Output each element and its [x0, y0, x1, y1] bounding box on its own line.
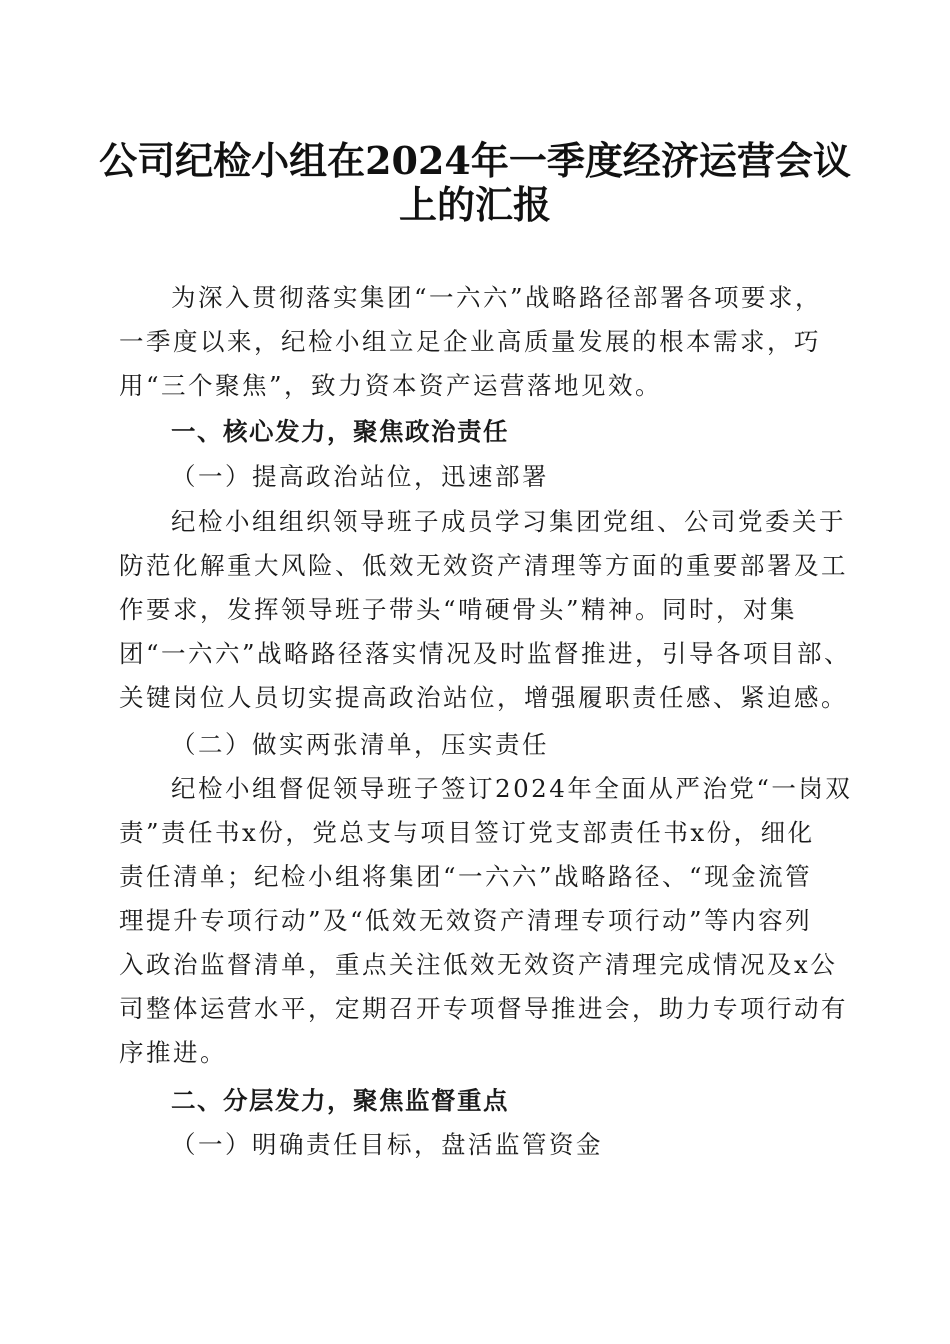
- subsection-heading: （一）提高政治站位，迅速部署: [171, 462, 549, 491]
- document-title-line-2: 上的汇报: [398, 182, 551, 227]
- paragraph-line: 司整体运营水平，定期召开专项督导推进会，助力专项行动有: [119, 994, 848, 1023]
- paragraph-line: 防范化解重大风险、低效无效资产清理等方面的重要部署及工: [119, 551, 848, 580]
- paragraph-line: 纪检小组组织领导班子成员学习集团党组、公司党委关于: [171, 507, 846, 536]
- section-heading: 一、核心发力，聚焦政治责任: [171, 417, 509, 446]
- paragraph-line: 为深入贯彻落实集团“一六六”战略路径部署各项要求，: [171, 283, 823, 312]
- paragraph-line: 团“一六六”战略路径落实情况及时监督推进，引导各项目部、: [119, 639, 852, 668]
- paragraph-line: 责”责任书x份，党总支与项目签订党支部责任书x份，细化: [119, 818, 815, 847]
- section-heading: 二、分层发力，聚焦监督重点: [171, 1086, 509, 1115]
- paragraph-line: 纪检小组督促领导班子签订2024年全面从严治党“一岗双: [171, 774, 853, 803]
- paragraph-line: 一季度以来，纪检小组立足企业高质量发展的根本需求，巧: [119, 327, 821, 356]
- paragraph-line: 序推进。: [119, 1038, 227, 1067]
- subsection-heading: （一）明确责任目标，盘活监管资金: [171, 1130, 603, 1159]
- document-title-line-1: 公司纪检小组在2024年一季度经济运营会议: [99, 138, 851, 183]
- paragraph-line: 作要求，发挥领导班子带头“啃硬骨头”精神。同时，对集: [119, 595, 798, 624]
- paragraph-line: 用“三个聚焦”，致力资本资产运营落地见效。: [119, 371, 663, 400]
- paragraph-line: 入政治监督清单，重点关注低效无效资产清理完成情况及x公: [119, 950, 838, 979]
- paragraph-line: 关键岗位人员切实提高政治站位，增强履职责任感、紧迫感。: [119, 683, 848, 712]
- subsection-heading: （二）做实两张清单，压实责任: [171, 730, 549, 759]
- paragraph-line: 责任清单；纪检小组将集团“一六六”战略路径、“现金流管: [119, 862, 813, 891]
- paragraph-line: 理提升专项行动”及“低效无效资产清理专项行动”等内容列: [119, 906, 813, 935]
